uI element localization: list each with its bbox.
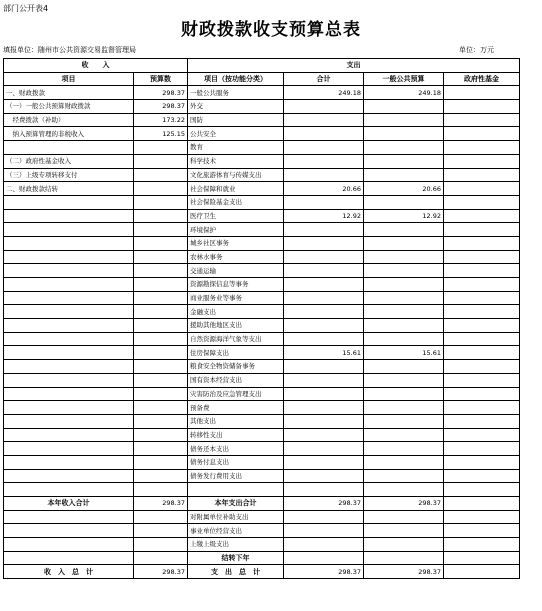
expense-total <box>284 428 364 442</box>
expense-general <box>364 264 444 278</box>
income-item: （三）上级专项转移支付 <box>4 168 134 182</box>
expense-item: 支 出 总 计 <box>188 565 284 579</box>
expense-general <box>364 360 444 374</box>
income-item <box>4 538 134 552</box>
income-item <box>4 551 134 565</box>
income-value <box>134 373 188 387</box>
income-value <box>134 469 188 483</box>
expense-total: 298.37 <box>284 565 364 579</box>
expense-general <box>364 469 444 483</box>
expense-item: 交通运输 <box>188 264 284 278</box>
income-item <box>4 469 134 483</box>
expense-fund <box>444 565 520 579</box>
expense-total <box>284 538 364 552</box>
income-header: 收 入 <box>4 59 188 73</box>
expense-item: 城乡社区事务 <box>188 236 284 250</box>
income-item <box>4 195 134 209</box>
table-row <box>4 565 520 579</box>
expense-general <box>364 100 444 114</box>
table-row <box>4 373 520 387</box>
expense-total <box>284 455 364 469</box>
table-row <box>4 264 520 278</box>
table-row <box>4 538 520 552</box>
expense-item: 环境保护 <box>188 223 284 237</box>
expense-item: 商业服务业等事务 <box>188 291 284 305</box>
expense-total <box>284 305 364 319</box>
expense-item: 医疗卫生 <box>188 209 284 223</box>
expense-general: 12.92 <box>364 209 444 223</box>
expense-fund <box>444 387 520 401</box>
header-row-2 <box>4 72 520 86</box>
expense-general <box>364 278 444 292</box>
expense-fund <box>444 182 520 196</box>
table-row <box>4 278 520 292</box>
expense-total <box>284 373 364 387</box>
expense-total <box>284 387 364 401</box>
income-item <box>4 278 134 292</box>
expense-total <box>284 360 364 374</box>
income-item <box>4 141 134 155</box>
expense-item: 金融支出 <box>188 305 284 319</box>
expense-general <box>364 428 444 442</box>
income-value: 298.37 <box>134 565 188 579</box>
expense-general <box>364 250 444 264</box>
income-item <box>4 360 134 374</box>
expense-general <box>364 195 444 209</box>
income-value <box>134 346 188 360</box>
income-value: 298.37 <box>134 497 188 511</box>
expense-total <box>284 223 364 237</box>
income-value <box>134 428 188 442</box>
income-item <box>4 524 134 538</box>
income-value <box>134 182 188 196</box>
expense-general <box>364 414 444 428</box>
expense-general <box>364 113 444 127</box>
income-value <box>134 319 188 333</box>
expense-total <box>284 469 364 483</box>
income-value: 298.37 <box>134 100 188 114</box>
income-value <box>134 510 188 524</box>
table-row <box>4 455 520 469</box>
expense-fund <box>444 373 520 387</box>
expense-total <box>284 414 364 428</box>
expense-item: 公共安全 <box>188 127 284 141</box>
expense-header: 支出 <box>188 59 520 73</box>
currency-unit: 单位：万元 <box>459 46 494 54</box>
income-item: 经费拨款（补助） <box>4 113 134 127</box>
income-value: 173.22 <box>134 113 188 127</box>
expense-general <box>364 373 444 387</box>
expense-item: 社会保险基金支出 <box>188 195 284 209</box>
expense-general <box>364 524 444 538</box>
expense-general <box>364 442 444 456</box>
expense-general <box>364 401 444 415</box>
income-value <box>134 223 188 237</box>
expense-fund <box>444 497 520 511</box>
table-row <box>4 414 520 428</box>
table-row <box>4 401 520 415</box>
table-row <box>4 360 520 374</box>
income-item <box>4 236 134 250</box>
expense-general <box>364 305 444 319</box>
income-value <box>134 264 188 278</box>
expense-fund <box>444 127 520 141</box>
expense-general <box>364 127 444 141</box>
table-row <box>4 223 520 237</box>
expense-total <box>284 113 364 127</box>
income-value <box>134 414 188 428</box>
expense-total: 298.37 <box>284 497 364 511</box>
income-item: 二、财政拨款结转 <box>4 182 134 196</box>
table-row <box>4 497 520 511</box>
expense-item: 国防 <box>188 113 284 127</box>
expense-item: 结转下年 <box>188 551 284 565</box>
expense-fund <box>444 510 520 524</box>
expense-total: 20.66 <box>284 182 364 196</box>
expense-total <box>284 195 364 209</box>
expense-fund <box>444 469 520 483</box>
income-value <box>134 455 188 469</box>
income-item <box>4 264 134 278</box>
income-value <box>134 551 188 565</box>
table-row <box>4 442 520 456</box>
income-value <box>134 538 188 552</box>
expense-general <box>364 223 444 237</box>
income-item: （一）一般公共预算财政拨款 <box>4 100 134 114</box>
expense-total <box>284 278 364 292</box>
expense-item: 住房保障支出 <box>188 346 284 360</box>
income-value <box>134 387 188 401</box>
expense-item: 教育 <box>188 141 284 155</box>
income-item <box>4 483 134 497</box>
expense-item: 债务还本支出 <box>188 442 284 456</box>
col-func-item: 项目（按功能分类） <box>188 72 284 86</box>
income-item <box>4 373 134 387</box>
income-item: 一、财政拨款 <box>4 86 134 100</box>
expense-fund <box>444 483 520 497</box>
expense-item: 文化旅游体育与传媒支出 <box>188 168 284 182</box>
col-fund: 政府性基金 <box>444 72 520 86</box>
expense-fund <box>444 346 520 360</box>
col-general: 一般公共预算 <box>364 72 444 86</box>
expense-total <box>284 442 364 456</box>
income-value <box>134 332 188 346</box>
table-row <box>4 428 520 442</box>
income-value <box>134 236 188 250</box>
expense-item: 粮食安全物资储备事务 <box>188 360 284 374</box>
expense-total <box>284 264 364 278</box>
expense-general <box>364 510 444 524</box>
expense-general <box>364 291 444 305</box>
expense-item: 债务发行费用支出 <box>188 469 284 483</box>
table-row <box>4 209 520 223</box>
expense-total <box>284 332 364 346</box>
header-row-1 <box>4 59 520 73</box>
expense-item: 自然资源海洋气象等支出 <box>188 332 284 346</box>
expense-general <box>364 154 444 168</box>
expense-general <box>364 168 444 182</box>
table-row <box>4 551 520 565</box>
expense-item: 转移性支出 <box>188 428 284 442</box>
expense-item: 上缴上级支出 <box>188 538 284 552</box>
income-value <box>134 250 188 264</box>
income-value <box>134 195 188 209</box>
income-value <box>134 291 188 305</box>
income-value <box>134 524 188 538</box>
expense-general <box>364 332 444 346</box>
expense-fund <box>444 524 520 538</box>
table-row <box>4 195 520 209</box>
table-row <box>4 469 520 483</box>
expense-item: 一般公共服务 <box>188 86 284 100</box>
expense-fund <box>444 305 520 319</box>
expense-fund <box>444 168 520 182</box>
expense-total <box>284 510 364 524</box>
table-row <box>4 182 520 196</box>
expense-fund <box>444 360 520 374</box>
expense-general <box>364 455 444 469</box>
expense-item: 其他支出 <box>188 414 284 428</box>
income-value <box>134 483 188 497</box>
expense-fund <box>444 236 520 250</box>
expense-fund <box>444 319 520 333</box>
expense-fund <box>444 154 520 168</box>
income-value <box>134 209 188 223</box>
expense-total <box>284 483 364 497</box>
expense-general <box>364 551 444 565</box>
expense-general <box>364 483 444 497</box>
expense-fund <box>444 264 520 278</box>
income-value <box>134 168 188 182</box>
table-row <box>4 168 520 182</box>
income-item <box>4 319 134 333</box>
expense-item: 国有资本经营支出 <box>188 373 284 387</box>
expense-general <box>364 319 444 333</box>
income-item <box>4 455 134 469</box>
table-row <box>4 510 520 524</box>
expense-total <box>284 127 364 141</box>
expense-total: 249.18 <box>284 86 364 100</box>
expense-fund <box>444 113 520 127</box>
expense-fund <box>444 209 520 223</box>
income-item: 本年收入合计 <box>4 497 134 511</box>
table-row <box>4 141 520 155</box>
table-row <box>4 236 520 250</box>
expense-total <box>284 319 364 333</box>
expense-item <box>188 483 284 497</box>
expense-total <box>284 154 364 168</box>
expense-total <box>284 141 364 155</box>
expense-total: 15.61 <box>284 346 364 360</box>
expense-fund <box>444 414 520 428</box>
expense-item: 资源勘探信息等事务 <box>188 278 284 292</box>
expense-general: 15.61 <box>364 346 444 360</box>
table-row <box>4 154 520 168</box>
expense-item: 科学技术 <box>188 154 284 168</box>
income-item <box>4 250 134 264</box>
expense-fund <box>444 455 520 469</box>
income-item <box>4 291 134 305</box>
expense-fund <box>444 278 520 292</box>
income-value <box>134 401 188 415</box>
expense-item: 债务付息支出 <box>188 455 284 469</box>
expense-total <box>284 551 364 565</box>
expense-fund <box>444 291 520 305</box>
expense-general: 298.37 <box>364 565 444 579</box>
expense-fund <box>444 551 520 565</box>
income-item <box>4 510 134 524</box>
table-row <box>4 250 520 264</box>
income-value <box>134 141 188 155</box>
expense-fund <box>444 141 520 155</box>
expense-fund <box>444 250 520 264</box>
expense-fund <box>444 223 520 237</box>
expense-fund <box>444 538 520 552</box>
expense-general <box>364 387 444 401</box>
table-row <box>4 305 520 319</box>
table-row <box>4 127 520 141</box>
expense-total <box>284 291 364 305</box>
expense-fund <box>444 195 520 209</box>
expense-item: 社会保障和就业 <box>188 182 284 196</box>
table-row <box>4 524 520 538</box>
income-item <box>4 332 134 346</box>
table-row <box>4 319 520 333</box>
expense-item: 援助其他地区支出 <box>188 319 284 333</box>
income-item <box>4 401 134 415</box>
income-value <box>134 442 188 456</box>
page-title: 财政拨款收支预算总表 <box>181 20 361 40</box>
income-item: （二）政府性基金收入 <box>4 154 134 168</box>
expense-item: 预备费 <box>188 401 284 415</box>
expense-item: 本年支出合计 <box>188 497 284 511</box>
table-row <box>4 86 520 100</box>
expense-total <box>284 100 364 114</box>
expense-item: 灾害防治及应急管理支出 <box>188 387 284 401</box>
table-row <box>4 387 520 401</box>
expense-total <box>284 168 364 182</box>
table-row <box>4 483 520 497</box>
income-item <box>4 209 134 223</box>
expense-fund <box>444 100 520 114</box>
income-item: 收 入 总 计 <box>4 565 134 579</box>
table-row <box>4 332 520 346</box>
budget-table <box>3 58 520 579</box>
income-item <box>4 442 134 456</box>
income-item: 纳入预算管理的非税收入 <box>4 127 134 141</box>
income-value: 125.15 <box>134 127 188 141</box>
income-item <box>4 428 134 442</box>
expense-fund <box>444 332 520 346</box>
reporting-unit: 填报单位：随州市公共资源交易监督管理局 <box>3 46 136 54</box>
income-item <box>4 223 134 237</box>
expense-item: 外交 <box>188 100 284 114</box>
income-item <box>4 305 134 319</box>
expense-general <box>364 538 444 552</box>
income-item <box>4 387 134 401</box>
income-value <box>134 360 188 374</box>
table-row <box>4 346 520 360</box>
expense-total <box>284 236 364 250</box>
expense-general: 20.66 <box>364 182 444 196</box>
expense-fund <box>444 86 520 100</box>
col-item: 项目 <box>4 72 134 86</box>
expense-fund <box>444 442 520 456</box>
income-item <box>4 414 134 428</box>
expense-total: 12.92 <box>284 209 364 223</box>
expense-general: 298.37 <box>364 497 444 511</box>
expense-item: 农林水事务 <box>188 250 284 264</box>
expense-total <box>284 401 364 415</box>
income-value <box>134 278 188 292</box>
expense-total <box>284 524 364 538</box>
income-item <box>4 346 134 360</box>
income-value <box>134 305 188 319</box>
expense-total <box>284 250 364 264</box>
col-budget: 预算数 <box>134 72 188 86</box>
expense-general: 249.18 <box>364 86 444 100</box>
table-row <box>4 100 520 114</box>
income-value <box>134 154 188 168</box>
doc-number: 部门公开表4 <box>3 4 49 13</box>
expense-general <box>364 236 444 250</box>
expense-item: 对附属单位补助支出 <box>188 510 284 524</box>
expense-item: 事业单位经营支出 <box>188 524 284 538</box>
col-total: 合计 <box>284 72 364 86</box>
expense-general <box>364 141 444 155</box>
expense-fund <box>444 428 520 442</box>
expense-fund <box>444 401 520 415</box>
table-row <box>4 291 520 305</box>
income-value: 298.37 <box>134 86 188 100</box>
table-row <box>4 113 520 127</box>
